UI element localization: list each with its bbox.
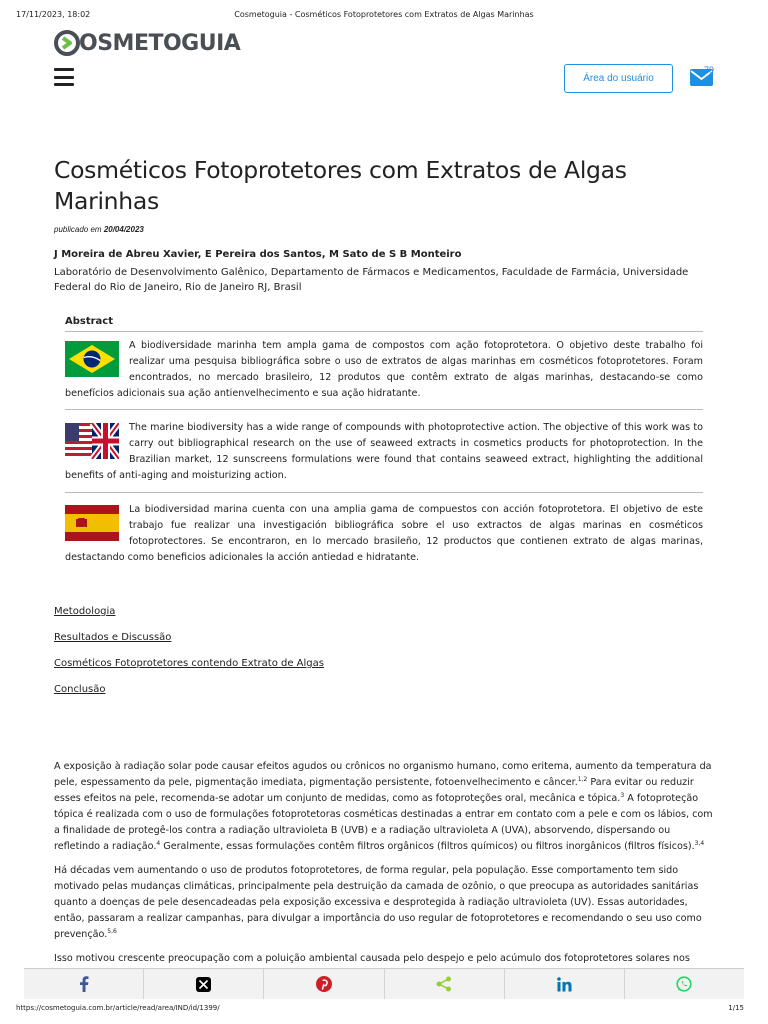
site-logo[interactable] [54, 29, 240, 57]
share-icon [436, 976, 452, 992]
us-uk-flag-icon [65, 423, 119, 459]
share-generic-button[interactable] [385, 969, 505, 999]
print-page-title: Cosmetoguia - Cosméticos Fotoprotetores com Extratos de Algas Marinhas [234, 10, 534, 19]
article-authors: J Moreira de Abreu Xavier, E Pereira dos Santos, M Sato de S B Monteiro [54, 249, 462, 260]
user-area-button[interactable]: Área do usuário [564, 64, 673, 93]
brazil-flag-icon [65, 341, 119, 377]
abstract-divider [65, 409, 703, 410]
share-whatsapp-button[interactable] [625, 969, 744, 999]
abstract-es [65, 502, 703, 566]
mail-count-badge: 79 [704, 65, 715, 75]
toc-link-metodologia[interactable]: Metodologia [54, 606, 116, 617]
logo-icon [54, 30, 80, 56]
abstract-pt [65, 338, 703, 402]
facebook-icon [79, 976, 89, 992]
abstract-heading: Abstract [65, 316, 114, 327]
abstract-divider [65, 331, 703, 332]
published-info [54, 225, 144, 234]
print-url: https://cosmetoguia.com.br/article/read/area/IND/id/1399/ [16, 1004, 220, 1012]
toc-link-cosmeticos[interactable]: Cosméticos Fotoprotetores contendo Extrato de Algas [54, 658, 324, 669]
abstract-en [65, 420, 703, 484]
x-icon [196, 977, 211, 992]
share-linkedin-button[interactable] [505, 969, 625, 999]
print-header [0, 8, 768, 22]
whatsapp-icon [676, 976, 692, 992]
body-paragraph: Isso motivou crescente preocupação com a poluição ambiental causada pelo despejo e pelo acúmulo dos fotoprotetores solares nos [54, 953, 690, 964]
spain-flag-icon [65, 505, 119, 541]
toc-link-conclusao[interactable]: Conclusão [54, 684, 106, 695]
published-date: 20/04/2023 [103, 225, 144, 234]
logo-text: OSMETOGUIA [79, 30, 241, 56]
article-affiliation: Laboratório de Desenvolvimento Galênico, Departamento de Fármacos e Medicamentos, Faculdade de Farmácia, Universidade Federal do Rio de Janeiro, Rio de Janeiro RJ, Brasil [54, 267, 689, 293]
abstract-es-text: La biodiversidad marina cuenta con una amplia gama de compuestos con acción fotoprotetora. El objetivo de este trabajo fue realizar una investigación bibliográfica sobre el uso extractos de algas marinas en cosméticos fotoprotectores. Se encontraron, en lo mercado brasileño, 12 productos que contienen extrato de algas marinas, destactando como beneficios adicionales la acción antiedad e hidratante. [65, 504, 703, 563]
body-paragraph: A exposição à radiação solar pode causar efeitos agudos ou crônicos no organismo humano, como eritema, aumento da temperatura da pele, espessamento da pele, pigmentação imediata, pigmentação persistente, fotoenvelhecimento e câncer.$^{1,2}$ Para evitar ou reduzir esses efeitos na pele, recomenda-se adotar um conjunto de medidas, como as fotoproteções oral, mecânica e tópica.$^3$ A fotoproteção tópica é realizada com o uso de formulações fotoprotetoras cosméticas destinadas a entrar em contato com a pele e com os lábios, com a finalidade de protegê-los contra a radiação ultravioleta B (UVB) e a radiação ultravioleta A (UVA), absorvendo, dispersando ou refletindo a radiação.$^4$ Geralmente, essas formulações contêm filtros orgânicos (filtros químicos) ou filtros inorgânicos (filtros físicos).$^{3,4}$ [54, 761, 713, 852]
print-page-number: 1/15 [728, 1004, 744, 1012]
abstract-divider [65, 492, 703, 493]
article-body [54, 759, 714, 975]
published-prefix: publicado em [54, 225, 104, 234]
linkedin-icon [557, 977, 572, 992]
print-datetime: 17/11/2023, 18:02 [16, 10, 91, 19]
share-x-button[interactable] [144, 969, 264, 999]
pinterest-icon [316, 976, 332, 992]
toc-link-resultados[interactable]: Resultados e Discussão [54, 632, 172, 643]
body-paragraph: Há décadas vem aumentando o uso de produtos fotoprotetores, de forma regular, pela população. Esse comportamento tem sido motivado pelas mudanças climáticas, principalmente pela destruição da camada de ozônio, o que preocupa as autoridades sanitárias quanto a doenças de pele desencadeadas pela exposição excessiva e desprotegida à radiação ultravioleta (UV). Essas autoridades, então, passaram a realizar campanhas, para divulgar a importância do uso regular de fotoprotetores e recomendando o seu uso como prevenção.$^{5,6}$ [54, 865, 702, 940]
share-facebook-button[interactable] [24, 969, 144, 999]
article-title: Cosméticos Fotoprotetores com Extratos de Algas Marinhas [54, 156, 627, 215]
share-bar [24, 968, 744, 999]
abstract-pt-text: A biodiversidade marinha tem ampla gama de compostos com ação fotoprotetora. O objetivo deste trabalho foi realizar uma pesquisa bibliográfica sobre o uso de extratos de algas marinhas em cosméticos fotoprotetores. Foram encontrados, no mercado brasileiro, 12 produtos que contêm extrato de algas marinhas, destacando-se como benefícios adicionais sua ação antienvelhecimento e sua ação hidratante. [65, 340, 703, 399]
abstract-en-text: The marine biodiversity has a wide range of compounds with photoprotective action. The objective of this work was to carry out bibliographical research on the use of seaweed extracts in cosmetics products for photoprotection. In the Brazilian market, 12 sunscreens formulations were found that contains seaweed extract, highlighting the additional benefits of anti-aging and moisturizing action. [65, 422, 703, 481]
messages-button[interactable] [690, 65, 720, 89]
hamburger-menu-icon[interactable] [54, 68, 74, 86]
share-pinterest-button[interactable] [264, 969, 384, 999]
